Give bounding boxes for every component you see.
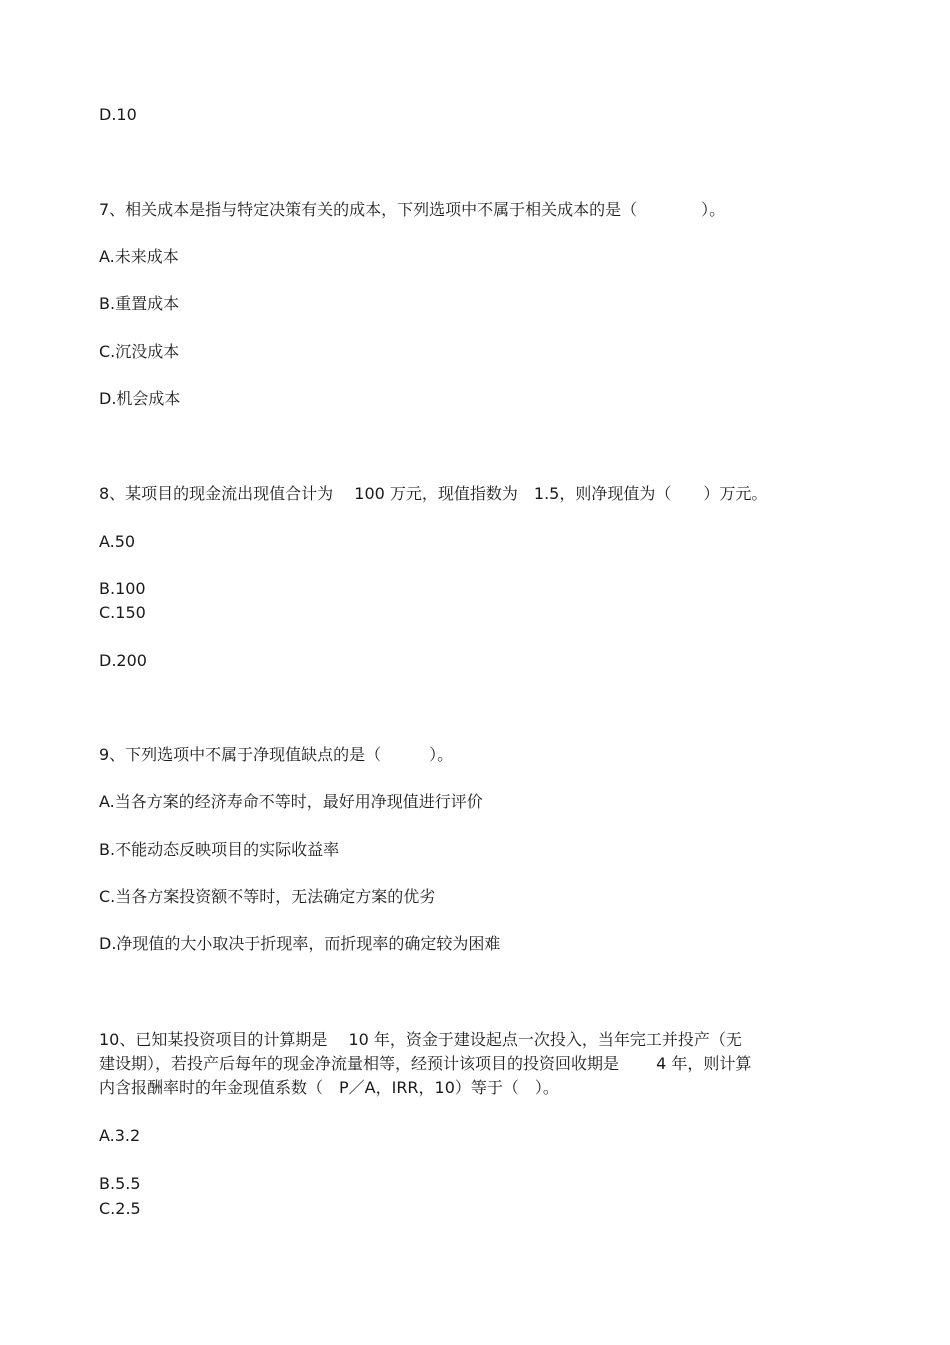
q7-option-c: C.沉没成本 (99, 342, 180, 361)
q7-option-b: B.重置成本 (99, 294, 180, 313)
q7-option-d: D.机会成本 (99, 389, 181, 408)
q10-stem-line: 内含报酬率时的年金现值系数（ P／A，IRR，10）等于（ ）。 (99, 1078, 559, 1097)
q7-option-a: A.未来成本 (99, 247, 179, 266)
q10-stem-line: 10、已知某投资项目的计算期是 10 年，资金于建设起点一次投入，当年完工并投产（无 (99, 1030, 742, 1049)
q8-option-a: A.50 (99, 532, 136, 551)
q10-stem (99, 1028, 859, 1100)
q8-option-b: B.100 (99, 579, 146, 598)
prev-option-d: D.10 (99, 105, 137, 124)
q10-option-b: B.5.5 (99, 1174, 141, 1193)
q8-option-d: D.200 (99, 651, 147, 670)
q9-option-a: A.当各方案的经济寿命不等时，最好用净现值进行评价 (99, 792, 483, 811)
q10-option-a: A.3.2 (99, 1126, 141, 1145)
q9-option-c: C.当各方案投资额不等时，无法确定方案的优劣 (99, 887, 436, 906)
q8-stem: 8、某项目的现金流出现值合计为 100 万元，现值指数为 1.5，则净现值为（ ）万元。 (99, 484, 768, 503)
q9-option-d: D.净现值的大小取决于折现率，而折现率的确定较为困难 (99, 934, 501, 953)
q10-option-c: C.2.5 (99, 1199, 141, 1218)
q7-stem: 7、相关成本是指与特定决策有关的成本，下列选项中不属于相关成本的是（ ）。 (99, 200, 726, 219)
q9-option-b: B.不能动态反映项目的实际收益率 (99, 840, 340, 859)
q8-option-c: C.150 (99, 603, 146, 622)
q10-stem-line: 建设期），若投产后每年的现金净流量相等，经预计该项目的投资回收期是 4 年，则计算 (99, 1054, 752, 1073)
q9-stem: 9、下列选项中不属于净现值缺点的是（ ）。 (99, 745, 454, 764)
